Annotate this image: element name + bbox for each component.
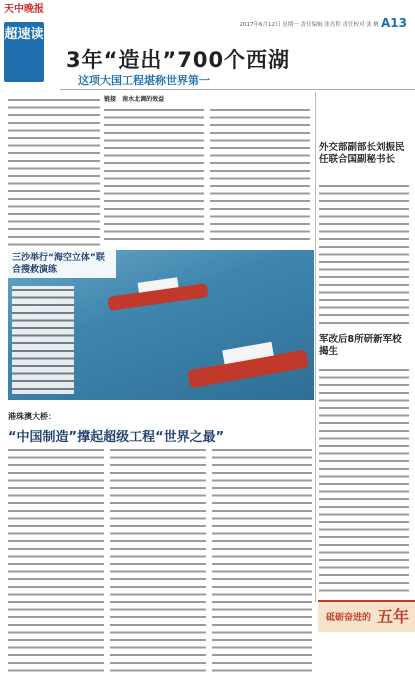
column-divider — [315, 92, 316, 602]
link-kicker — [104, 94, 164, 103]
search-rescue-photo — [8, 250, 314, 400]
side-story-1-title: 外交部副部长刘振民任联合国副秘书长 — [319, 142, 405, 165]
photo-caption-text — [12, 286, 74, 394]
header-divider — [60, 89, 415, 90]
paper-logo: 天中晚报 — [4, 4, 44, 15]
date-line: 2017年6月12日 星期一 责任编辑 张亮程 责任校对 张 帆 — [239, 22, 379, 28]
link-kicker-label: 链接 — [104, 96, 117, 103]
hk-story-kicker: 港珠澳大桥： — [8, 412, 56, 421]
section-label: 超速读 — [4, 22, 44, 82]
lead-body-col-1 — [8, 96, 100, 246]
lead-body-col-3 — [210, 106, 310, 246]
page-number: A13 — [381, 16, 407, 30]
photo-story-title: 三沙举行“海空立体”联合搜救演练 — [12, 253, 105, 275]
side-story-2-title: 军改后8所研新军校揭生 — [319, 334, 402, 357]
lead-subhead: 这项大国工程堪称世界第一 — [78, 74, 210, 87]
hk-story-title: “中国制造”撑起超级工程“世界之最” — [8, 430, 225, 445]
footer-banner-number: 五年 — [376, 607, 409, 626]
hk-body-col-1 — [8, 446, 104, 672]
side-story-1-body — [319, 182, 409, 328]
footer-banner-text: 砥砺奋进的 — [326, 613, 372, 623]
hk-body-col-3 — [212, 446, 312, 672]
masthead-brand — [4, 4, 54, 90]
lead-body-col-2 — [104, 106, 204, 246]
photo-title-box — [8, 250, 116, 278]
footer-banner — [318, 600, 415, 632]
lead-headline: 3年“造出”700个西湖 — [66, 48, 291, 72]
link-kicker-title: 南水北调的效益 — [122, 96, 165, 103]
side-story-2-body — [319, 366, 409, 596]
hk-body-col-2 — [110, 446, 206, 672]
